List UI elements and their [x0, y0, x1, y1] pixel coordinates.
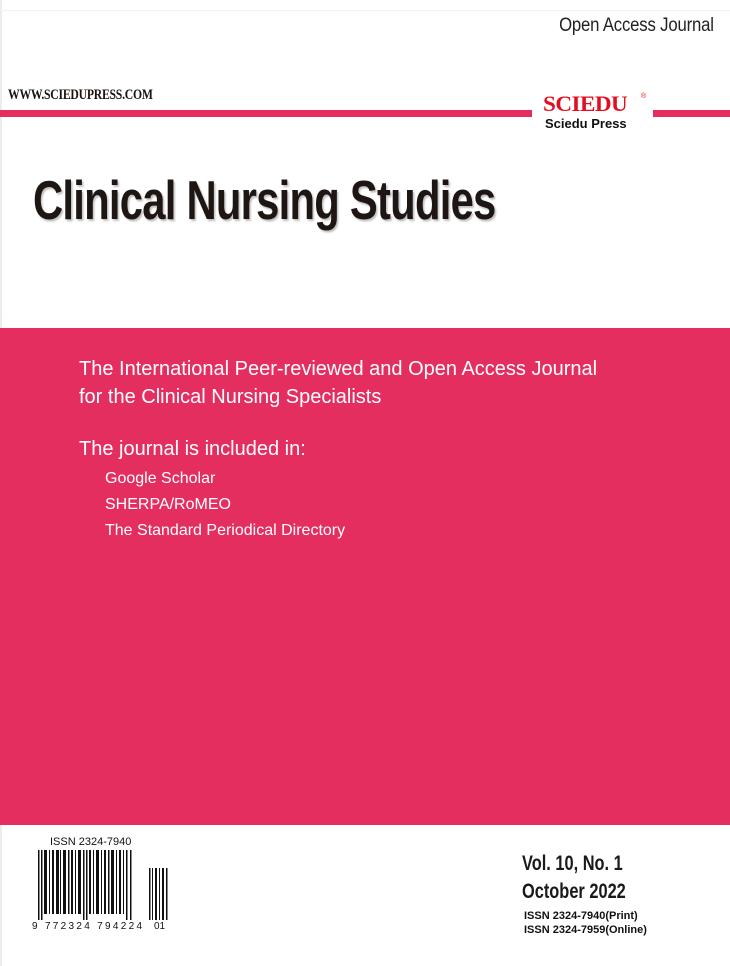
index-item: Google Scholar	[105, 470, 216, 487]
barcode-addon-icon	[149, 868, 169, 920]
description-line: for the Clinical Nursing Specialists	[79, 386, 382, 408]
barcode-icon	[38, 850, 134, 920]
barcode-issn: ISSN 2324-7940	[50, 836, 132, 848]
accent-rule-right	[653, 110, 730, 117]
publisher-name: Sciedu Press	[545, 116, 627, 131]
website-url: WWW.SCIEDUPRESS.COM	[8, 87, 153, 103]
included-heading: The journal is included in:	[79, 438, 306, 460]
journal-description	[79, 355, 597, 411]
barcode-digits: 9 772324 794224	[32, 921, 145, 932]
page-edge-top	[0, 10, 730, 11]
index-list	[105, 468, 345, 546]
issue-date: October 2022	[522, 880, 626, 903]
registered-icon: ®	[641, 93, 647, 100]
sciedu-logo-mark: SCIEDU	[543, 91, 628, 116]
open-access-label: Open Access Journal	[559, 15, 714, 36]
journal-title: Clinical Nursing Studies	[33, 169, 496, 231]
description-line: The International Peer-reviewed and Open Access Journal	[79, 358, 598, 380]
volume-number: Vol. 10, No. 1	[522, 852, 623, 875]
accent-rule-left	[0, 110, 532, 117]
issn-online: ISSN 2324-7959(Online)	[524, 924, 647, 936]
index-item: SHERPA/RoMEO	[105, 496, 231, 513]
barcode-addon-digits: 01	[154, 921, 166, 932]
index-item: The Standard Periodical Directory	[105, 522, 346, 539]
issn-print: ISSN 2324-7940(Print)	[524, 910, 638, 922]
